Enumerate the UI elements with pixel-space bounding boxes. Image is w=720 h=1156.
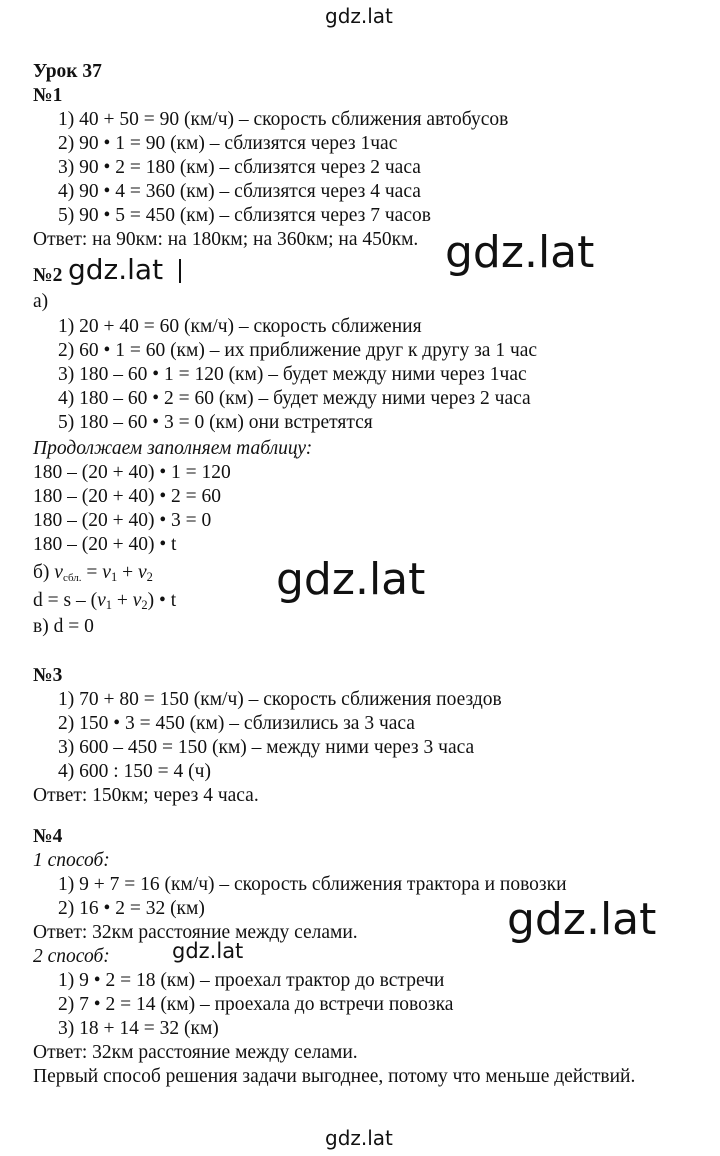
task2-formula-d [33, 591, 176, 611]
var-v2: v [137, 562, 147, 583]
watermark-big: gdz.lat [445, 227, 595, 278]
method1-step: 1) 9 + 7 = 16 (км/ч) – скорость сближения трактора и повозки [58, 874, 567, 895]
watermark-big: gdz.lat [276, 554, 426, 605]
task2-part-a: а) [33, 291, 49, 312]
var-v1: v [97, 590, 106, 611]
task3-number: №3 [33, 665, 63, 686]
method2-step: 2) 7 • 2 = 14 (км) – проехала до встречи повозка [58, 994, 454, 1015]
task1-step: 2) 90 • 1 = 90 (км) – сблизятся через 1час [58, 133, 398, 154]
task1-step: 3) 90 • 2 = 180 (км) – сблизятся через 2 часа [58, 157, 421, 178]
formula-end: ) • t [147, 590, 177, 611]
watermark-top: gdz.lat [325, 4, 393, 28]
table-row: 180 – (20 + 40) • 1 = 120 [33, 462, 231, 483]
lesson-title: Урок 37 [33, 61, 102, 82]
task1-number: №1 [33, 85, 63, 106]
var-v1: v [102, 562, 111, 583]
task2-step: 1) 20 + 40 = 60 (км/ч) – скорость сближения [58, 316, 422, 337]
task2-step: 3) 180 – 60 • 1 = 120 (км) – будет между ними через 1час [58, 364, 527, 385]
task3-answer: Ответ: 150км; через 4 часа. [33, 785, 259, 806]
task2-step: 4) 180 – 60 • 2 = 60 (км) – будет между ними через 2 часа [58, 388, 531, 409]
task1-step: 1) 40 + 50 = 90 (км/ч) – скорость сближения автобусов [58, 109, 509, 130]
text-cursor [179, 259, 181, 283]
var-v2: v [132, 590, 142, 611]
var-v: v [54, 562, 63, 583]
watermark-big: gdz.lat [507, 894, 657, 945]
task3-step: 4) 600 : 150 = 4 (ч) [58, 761, 211, 782]
method2-label: 2 способ: [33, 946, 110, 967]
plus-sign: + [112, 590, 133, 611]
plus-sign: + [117, 562, 138, 583]
subscript-1: 1 [105, 598, 112, 612]
watermark-inline: gdz.lat [68, 253, 164, 286]
watermark-small: gdz.lat [172, 939, 244, 963]
task3-step: 2) 150 • 3 = 450 (км) – сблизились за 3 часа [58, 713, 415, 734]
task4-number: №4 [33, 826, 63, 847]
table-row: 180 – (20 + 40) • 3 = 0 [33, 510, 212, 531]
task3-step: 3) 600 – 450 = 150 (км) – между ними через 3 часа [58, 737, 475, 758]
var-subscript: сбл. [62, 572, 82, 584]
method1-label: 1 способ: [33, 850, 110, 871]
subscript-2: 2 [146, 570, 153, 584]
method2-step: 3) 18 + 14 = 32 (км) [58, 1018, 219, 1039]
task2-step: 2) 60 • 1 = 60 (км) – их приближение друг к другу за 1 час [58, 340, 538, 361]
subscript-2: 2 [141, 598, 148, 612]
method1-step: 2) 16 • 2 = 32 (км) [58, 898, 205, 919]
task1-step: 5) 90 • 5 = 450 (км) – сблизятся через 7 часов [58, 205, 431, 226]
equals-sign: = [81, 562, 103, 583]
watermark-bottom: gdz.lat [325, 1126, 393, 1150]
task2-part-b-formula [33, 563, 153, 583]
formula-start: d = s – ( [33, 590, 98, 611]
method2-step: 1) 9 • 2 = 18 (км) – проехал трактор до встречи [58, 970, 445, 991]
table-row: 180 – (20 + 40) • t [33, 534, 177, 555]
table-note: Продолжаем заполняем таблицу: [33, 438, 313, 459]
table-row: 180 – (20 + 40) • 2 = 60 [33, 486, 222, 507]
task3-step: 1) 70 + 80 = 150 (км/ч) – скорость сближения поездов [58, 689, 502, 710]
method1-answer: Ответ: 32км расстояние между селами. [33, 922, 358, 943]
conclusion: Первый способ решения задачи выгоднее, потому что меньше действий. [33, 1066, 636, 1087]
task2-step: 5) 180 – 60 • 3 = 0 (км) они встретятся [58, 412, 373, 433]
task2-number: №2 [33, 265, 63, 286]
task1-answer: Ответ: на 90км: на 180км; на 360км; на 450км. [33, 229, 419, 250]
task1-step: 4) 90 • 4 = 360 (км) – сблизятся через 4 часа [58, 181, 421, 202]
subscript-1: 1 [110, 570, 118, 584]
task2-part-v: в) d = 0 [33, 616, 94, 637]
method2-answer: Ответ: 32км расстояние между селами. [33, 1042, 358, 1063]
part-b-prefix: б) [33, 562, 55, 583]
